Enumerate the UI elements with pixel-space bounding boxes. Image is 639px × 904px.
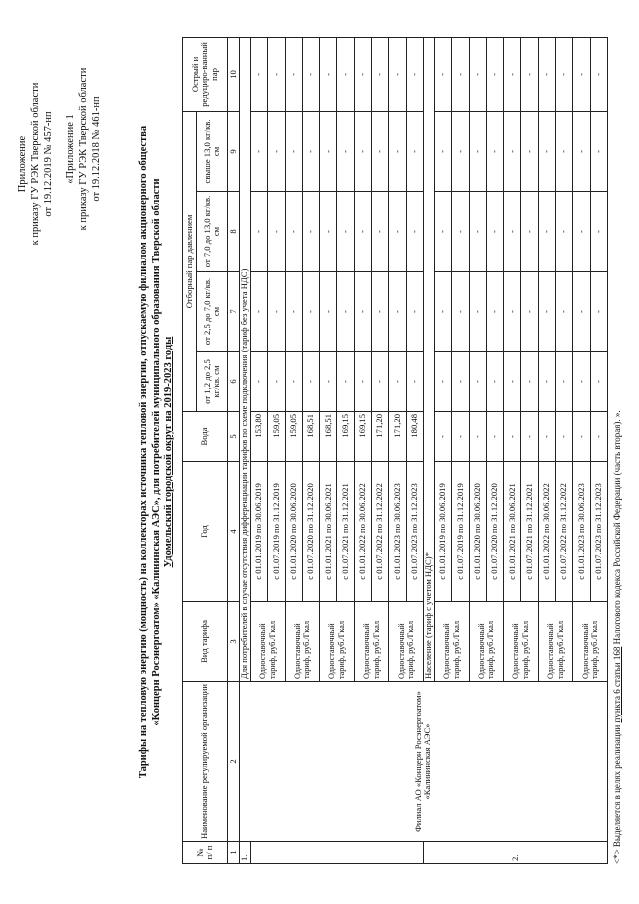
column-number: 8 <box>228 192 240 272</box>
water-value: - <box>434 412 451 462</box>
steam-value: - <box>504 352 521 412</box>
steam-value: - <box>251 111 268 191</box>
steam-value: - <box>573 272 590 352</box>
column-number: 3 <box>228 602 240 682</box>
water-value: - <box>590 412 607 462</box>
steam-value: - <box>590 192 607 272</box>
steam-value: - <box>556 37 573 111</box>
steam-value: - <box>302 192 319 272</box>
water-value: 169,15 <box>337 412 354 462</box>
steam-value: - <box>354 37 371 111</box>
appendix-order-line: к приказу ГУ РЭК Тверской области <box>30 82 41 246</box>
water-value: 171,20 <box>372 412 389 462</box>
footnote-text: <*> Выделяется в целях реализации <box>612 722 622 864</box>
column-number: 5 <box>228 412 240 462</box>
period: с 01.07.2022 по 31.12.2022 <box>556 462 573 602</box>
tariff-kind: Одноставочный тариф, руб./Гкал <box>354 602 389 682</box>
steam-value: - <box>285 352 302 412</box>
steam-value: - <box>452 192 469 272</box>
steam-value: - <box>320 352 337 412</box>
column-number: 10 <box>228 37 240 111</box>
water-value: - <box>504 412 521 462</box>
steam-value: - <box>406 37 423 111</box>
steam-value: - <box>302 352 319 412</box>
steam-value: - <box>337 272 354 352</box>
footnote-link: пункта 6 статьи 168 <box>612 646 622 723</box>
water-value: 171,20 <box>389 412 406 462</box>
steam-value: - <box>268 192 285 272</box>
steam-value: - <box>337 192 354 272</box>
steam-value: - <box>469 272 486 352</box>
column-number: 1 <box>228 842 240 864</box>
water-value: 153,80 <box>251 412 268 462</box>
water-value: 180,48 <box>406 412 423 462</box>
steam-value: - <box>268 272 285 352</box>
steam-value: - <box>372 111 389 191</box>
heading-line-2: «Концерн Росэнергоатом» «Калининская АЭС», для потребителей муниципального образования Тверской области <box>150 178 162 726</box>
steam-value: - <box>372 272 389 352</box>
steam-value: - <box>538 37 555 111</box>
steam-value: - <box>302 37 319 111</box>
steam-value: - <box>504 272 521 352</box>
water-value: - <box>556 412 573 462</box>
steam-value: - <box>486 111 503 191</box>
steam-value: - <box>302 111 319 191</box>
steam-value: - <box>389 272 406 352</box>
document-heading <box>138 40 176 864</box>
section-number: 1. <box>240 842 251 864</box>
row-number-cell <box>251 842 424 864</box>
column-number: 7 <box>228 272 240 352</box>
steam-value: - <box>268 111 285 191</box>
period: с 01.07.2019 по 31.12.2019 <box>268 462 285 602</box>
steam-value: - <box>285 192 302 272</box>
steam-value: - <box>337 111 354 191</box>
steam-value: - <box>469 192 486 272</box>
steam-value: - <box>573 37 590 111</box>
header-sharp-steam: Острый и редуциро-ванный пар <box>183 37 228 111</box>
period: с 01.07.2022 по 31.12.2022 <box>372 462 389 602</box>
steam-value: - <box>486 37 503 111</box>
steam-value: - <box>406 272 423 352</box>
column-number-row <box>228 37 240 863</box>
steam-value: - <box>504 192 521 272</box>
steam-value: - <box>521 352 538 412</box>
steam-value: - <box>434 37 451 111</box>
steam-value: - <box>406 111 423 191</box>
water-value: - <box>538 412 555 462</box>
tariff-kind: Одноставочный тариф, руб./Гкал <box>389 602 424 682</box>
period: с 01.01.2019 по 30.06.2019 <box>434 462 451 602</box>
steam-value: - <box>469 37 486 111</box>
steam-value: - <box>372 352 389 412</box>
steam-value: - <box>504 111 521 191</box>
column-number: 2 <box>228 682 240 842</box>
column-number: 9 <box>228 111 240 191</box>
appendix-order-date: от 19.12.2019 № 457-нп <box>43 111 54 217</box>
period: с 01.07.2023 по 31.12.2023 <box>406 462 423 602</box>
steam-value: - <box>389 111 406 191</box>
steam-value: - <box>521 111 538 191</box>
steam-value: - <box>486 352 503 412</box>
period: с 01.01.2023 по 30.06.2023 <box>389 462 406 602</box>
header-year: Год <box>183 462 228 602</box>
header-row-number: № п/ п <box>183 842 228 864</box>
steam-value: - <box>354 192 371 272</box>
tariff-kind: Одноставочный тариф, руб./Гкал <box>251 602 286 682</box>
steam-value: - <box>251 37 268 111</box>
header-pressure-4: свыше 13,0 кг/кв. см <box>197 111 228 191</box>
header-tariff-kind: Вид тарифа <box>183 602 228 682</box>
steam-value: - <box>320 192 337 272</box>
steam-value: - <box>337 37 354 111</box>
appendix-reference-2019 <box>16 44 55 284</box>
steam-value: - <box>538 352 555 412</box>
water-value: 159,05 <box>285 412 302 462</box>
section-row <box>240 37 251 863</box>
period: с 01.07.2023 по 31.12.2023 <box>590 462 607 602</box>
steam-value: - <box>251 192 268 272</box>
steam-value: - <box>556 352 573 412</box>
tariff-kind: Одноставочный тариф, руб./Гкал <box>573 602 608 682</box>
water-value: 168,51 <box>320 412 337 462</box>
appendix-reference-2018 <box>64 24 103 274</box>
steam-value: - <box>486 272 503 352</box>
water-value: - <box>486 412 503 462</box>
steam-value: - <box>521 192 538 272</box>
steam-value: - <box>434 352 451 412</box>
steam-value: - <box>504 37 521 111</box>
table-header-row <box>183 37 197 863</box>
period: с 01.01.2019 по 30.06.2019 <box>251 462 268 602</box>
steam-value: - <box>354 111 371 191</box>
steam-value: - <box>521 37 538 111</box>
tariff-kind: Одноставочный тариф, руб./Гкал <box>538 602 573 682</box>
steam-value: - <box>590 37 607 111</box>
period: с 01.01.2020 по 30.06.2020 <box>285 462 302 602</box>
period: с 01.01.2022 по 30.06.2022 <box>354 462 371 602</box>
steam-value: - <box>573 352 590 412</box>
period: с 01.01.2020 по 30.06.2020 <box>469 462 486 602</box>
steam-value: - <box>590 272 607 352</box>
steam-value: - <box>320 37 337 111</box>
water-value: 169,15 <box>354 412 371 462</box>
steam-value: - <box>556 192 573 272</box>
appendix-order-line: к приказу ГУ РЭК Тверской области <box>78 67 89 231</box>
steam-value: - <box>285 37 302 111</box>
steam-value: - <box>285 272 302 352</box>
period: с 01.07.2020 по 31.12.2020 <box>486 462 503 602</box>
tariff-kind: Одноставочный тариф, руб./Гкал <box>469 602 504 682</box>
steam-value: - <box>521 272 538 352</box>
steam-value: - <box>573 192 590 272</box>
organization-name: Филиал АО «Концерн Росэнергоатом» «Калининская АЭС» <box>240 682 608 842</box>
column-number: 6 <box>228 352 240 412</box>
steam-value: - <box>538 272 555 352</box>
period: с 01.01.2021 по 30.06.2021 <box>320 462 337 602</box>
tariff-kind: Одноставочный тариф, руб./Гкал <box>320 602 355 682</box>
steam-value: - <box>590 111 607 191</box>
table-body <box>240 37 608 863</box>
period: с 01.01.2022 по 30.06.2022 <box>538 462 555 602</box>
steam-value: - <box>556 111 573 191</box>
steam-value: - <box>251 352 268 412</box>
tariff-kind: Одноставочный тариф, руб./Гкал <box>504 602 539 682</box>
header-organization: Наименование регулируемой организации <box>183 682 228 842</box>
tariff-kind: Одноставочный тариф, руб./Гкал <box>434 602 469 682</box>
steam-value: - <box>389 192 406 272</box>
water-value: - <box>469 412 486 462</box>
header-water: Вода <box>183 412 228 462</box>
period: с 01.01.2021 по 30.06.2021 <box>504 462 521 602</box>
steam-value: - <box>469 111 486 191</box>
appendix-order-date: от 19.12.2018 № 461-нп <box>91 96 102 202</box>
steam-value: - <box>538 111 555 191</box>
steam-value: - <box>452 352 469 412</box>
steam-value: - <box>389 37 406 111</box>
water-value: - <box>573 412 590 462</box>
steam-value: - <box>285 111 302 191</box>
heading-line-3: Удомельский городской округ на 2019-2023 годы <box>163 336 174 568</box>
steam-value: - <box>268 352 285 412</box>
steam-value: - <box>389 352 406 412</box>
steam-value: - <box>486 192 503 272</box>
steam-value: - <box>251 272 268 352</box>
steam-value: - <box>372 37 389 111</box>
tariff-table <box>182 37 608 864</box>
appendix-title: Приложение <box>17 135 28 193</box>
steam-value: - <box>320 272 337 352</box>
header-pressure-1: от 1,2 до 2,5 кг/кв. см <box>197 352 228 412</box>
header-pressure-3: от 7,0 до 13,0 кг/кв. см <box>197 192 228 272</box>
footnote-separator <box>607 734 608 864</box>
steam-value: - <box>268 37 285 111</box>
section-title: Население (тариф с учетом НДС)* <box>423 37 434 681</box>
water-value: 159,05 <box>268 412 285 462</box>
water-value: 168,51 <box>302 412 319 462</box>
period: с 01.01.2023 по 30.06.2023 <box>573 462 590 602</box>
steam-value: - <box>434 192 451 272</box>
heading-line-1: Тарифы на тепловую энергию (мощность) на коллекторах источника тепловой энергии, отпускаемую филиалом акционерного общества <box>138 125 149 779</box>
steam-value: - <box>434 111 451 191</box>
header-pressure-2: от 2,5 до 7,0 кг/кв. см <box>197 272 228 352</box>
steam-value: - <box>469 352 486 412</box>
water-value: - <box>452 412 469 462</box>
steam-value: - <box>452 37 469 111</box>
appendix-title: «Приложение 1 <box>65 114 76 184</box>
steam-value: - <box>590 352 607 412</box>
section-number: 2. <box>423 842 607 864</box>
steam-value: - <box>452 111 469 191</box>
steam-value: - <box>406 352 423 412</box>
period: с 01.07.2021 по 31.12.2021 <box>337 462 354 602</box>
steam-value: - <box>556 272 573 352</box>
steam-value: - <box>406 192 423 272</box>
steam-value: - <box>337 352 354 412</box>
column-number: 4 <box>228 462 240 602</box>
steam-value: - <box>302 272 319 352</box>
period: с 01.07.2019 по 31.12.2019 <box>452 462 469 602</box>
tariff-kind: Одноставочный тариф, руб./Гкал <box>285 602 320 682</box>
steam-value: - <box>434 272 451 352</box>
header-steam: Отборный пар давлением <box>183 111 197 411</box>
period: с 01.07.2020 по 31.12.2020 <box>302 462 319 602</box>
water-value: - <box>521 412 538 462</box>
steam-value: - <box>573 111 590 191</box>
footnote-text-end: Налогового кодекса Российской Федерации (часть вторая). ». <box>612 410 622 647</box>
steam-value: - <box>372 192 389 272</box>
period: с 01.07.2021 по 31.12.2021 <box>521 462 538 602</box>
section-title: Для потребителей в случае отсутствия дифференциации тарифов по схеме подключения (тариф без учета НДС) <box>240 37 251 681</box>
steam-value: - <box>320 111 337 191</box>
steam-value: - <box>538 192 555 272</box>
steam-value: - <box>354 352 371 412</box>
steam-value: - <box>452 272 469 352</box>
steam-value: - <box>354 272 371 352</box>
footnote <box>612 410 622 864</box>
